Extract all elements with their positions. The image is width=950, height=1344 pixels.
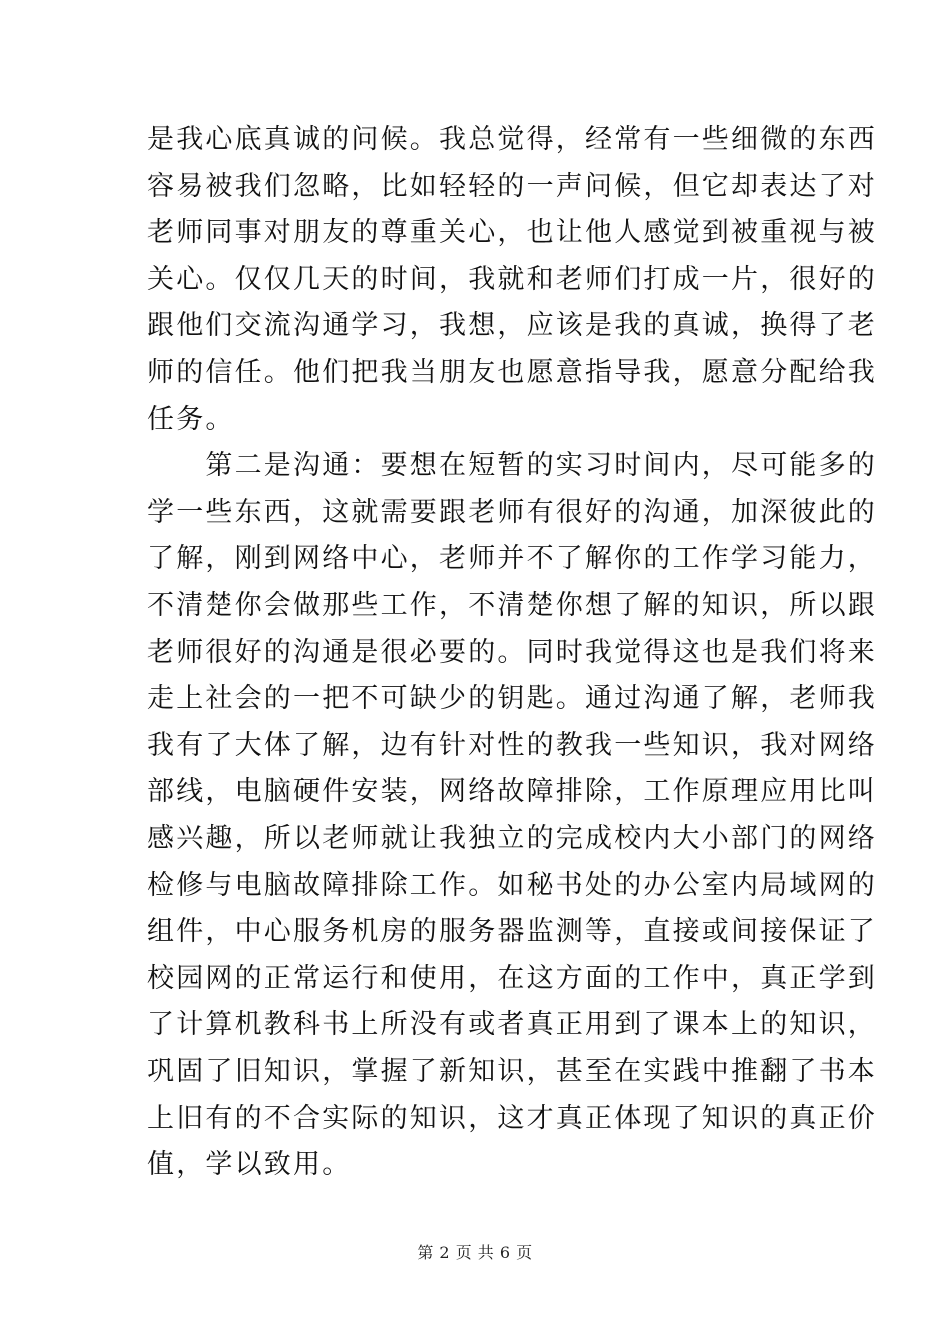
text-line: 感兴趣，所以老师就让我独立的完成校内大小部门的网络 — [147, 823, 877, 854]
text-line: 老师很好的沟通是很必要的。同时我觉得这也是我们将来 — [147, 637, 877, 668]
text-line: 师的信任。他们把我当朋友也愿意指导我，愿意分配给我 — [147, 357, 877, 388]
page-number-footer: 第 2 页 共 6 页 — [417, 1243, 533, 1262]
text-line: 巩固了旧知识，掌握了新知识，甚至在实践中推翻了书本 — [147, 1056, 877, 1087]
text-line: 跟他们交流沟通学习，我想，应该是我的真诚，换得了老 — [147, 310, 877, 341]
text-line: 是我心底真诚的问候。我总觉得，经常有一些细微的东西 — [147, 124, 877, 155]
text-line: 部线，电脑硬件安装，网络故障排除，工作原理应用比叫 — [147, 776, 877, 807]
text-line: 不清楚你会做那些工作，不清楚你想了解的知识，所以跟 — [147, 590, 877, 621]
text-line: 学一些东西，这就需要跟老师有很好的沟通，加深彼此的 — [147, 497, 877, 528]
text-line: 容易被我们忽略，比如轻轻的一声问候，但它却表达了对 — [147, 171, 877, 202]
text-line: 关心。仅仅几天的时间，我就和老师们打成一片，很好的 — [147, 264, 877, 295]
text-line: 了解，刚到网络中心，老师并不了解你的工作学习能力， — [147, 543, 877, 574]
text-line: 校园网的正常运行和使用，在这方面的工作中，真正学到 — [147, 963, 877, 994]
text-line: 走上社会的一把不可缺少的钥匙。通过沟通了解，老师我 — [147, 683, 877, 714]
text-line: 任务。 — [147, 404, 235, 435]
text-line: 了计算机教科书上所没有或者真正用到了课本上的知识， — [147, 1009, 877, 1040]
text-line: 检修与电脑故障排除工作。如秘书处的办公室内局域网的 — [147, 870, 877, 901]
text-line: 第二是沟通：要想在短暂的实习时间内，尽可能多的 — [147, 450, 877, 481]
text-line: 组件，中心服务机房的服务器监测等，直接或间接保证了 — [147, 916, 877, 947]
text-line: 值，学以致用。 — [147, 1149, 352, 1180]
text-line: 我有了大体了解，边有针对性的教我一些知识，我对网络 — [147, 730, 877, 761]
text-line: 老师同事对朋友的尊重关心，也让他人感觉到被重视与被 — [147, 217, 877, 248]
text-line: 上旧有的不合实际的知识，这才真正体现了知识的真正价 — [147, 1103, 877, 1134]
